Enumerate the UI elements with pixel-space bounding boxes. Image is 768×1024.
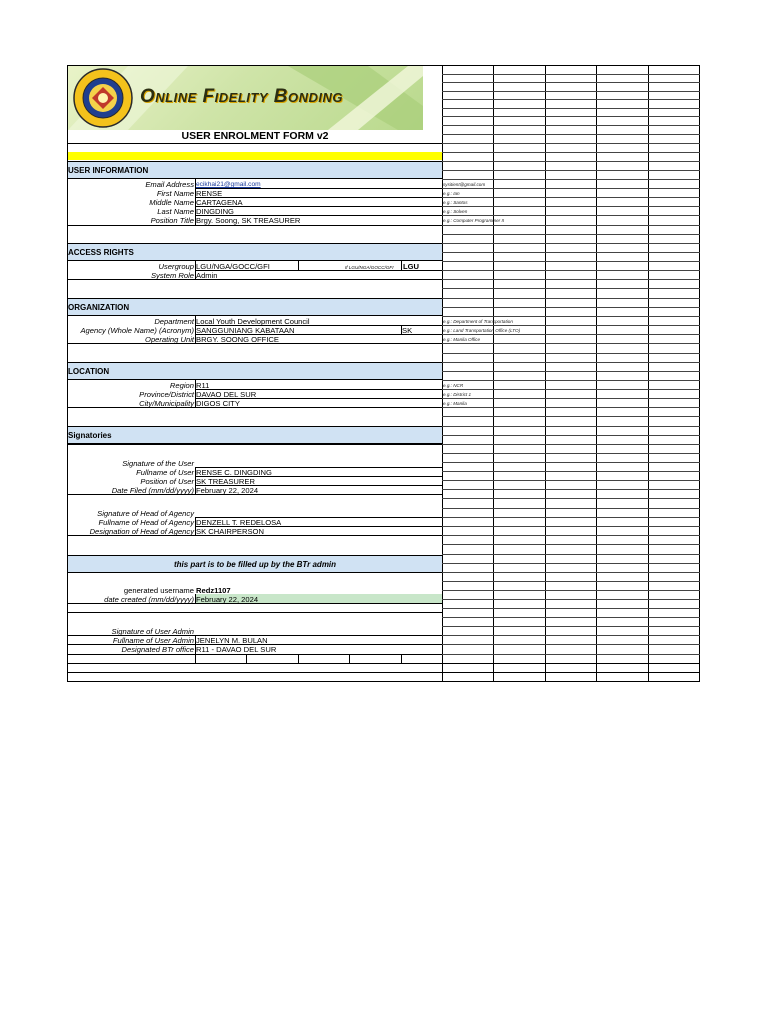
fullname-head-field[interactable]: DENZELL T. REDELOSA [196, 518, 282, 527]
banner [68, 66, 423, 130]
system-role-field[interactable]: Admin [196, 271, 218, 280]
form-title: USER ENROLMENT FORM v2 [181, 130, 329, 142]
department-field[interactable]: Local Youth Development Council [196, 317, 310, 326]
region-field[interactable]: R11 [196, 381, 210, 390]
section-access-rights: ACCESS RIGHTS [68, 243, 442, 261]
last-name-field[interactable]: DINGDING [196, 207, 234, 216]
city-hint: e.g.: Manila [443, 401, 467, 406]
usergroup-note: If LGU/NGA/GOCC/GFI [345, 265, 394, 270]
region-hint: e.g.: NCR [443, 383, 464, 388]
position-title-hint: e.g.: Computer Programmer II [443, 218, 505, 223]
last-name-hint: e.g.: Solven [443, 209, 468, 214]
agency-hint: e.g.: Land Transportation Office (LTO) [443, 328, 521, 333]
designation-head-field[interactable]: SK CHAIRPERSON [196, 527, 264, 536]
btr-office-label: Designated BTr office [121, 645, 194, 654]
treasury-seal-icon [72, 67, 134, 129]
generated-username-label: generated username [123, 586, 194, 595]
generated-username-field[interactable]: Redz1107 [196, 586, 231, 595]
region-label: Region [169, 381, 194, 390]
operating-unit-hint: e.g.: Manila Office [443, 337, 481, 342]
date-filed-label: Date Filed (mm/dd/yyyy) [111, 486, 194, 495]
last-name-label: Last Name [157, 207, 194, 216]
position-title-label: Position Title [150, 216, 194, 225]
fullname-head-label: Fullname of Head of Agency [98, 518, 194, 527]
middle-name-hint: e.g.: Santos [443, 200, 468, 205]
operating-unit-label: Operating Unit [145, 335, 194, 344]
position-user-label: Position of User [140, 477, 194, 486]
city-label: City/Municipality [139, 399, 194, 408]
operating-unit-field[interactable]: BRGY. SOONG OFFICE [196, 335, 279, 344]
position-user-field[interactable]: SK TREASURER [196, 477, 255, 486]
usergroup-field[interactable]: LGU/NGA/GOCC/GFI [196, 262, 270, 271]
section-admin: this part is to be filled up by the BTr admin [68, 555, 442, 573]
signature-user-label: Signature of the User [122, 459, 194, 468]
email-label: Email Address [145, 180, 194, 189]
system-role-label: System Role [150, 271, 194, 280]
province-label: Province/District [139, 390, 194, 399]
province-hint: e.g.: District 1 [443, 392, 472, 397]
designation-head-label: Designation of Head of Agency [89, 527, 194, 536]
section-user-information: USER INFORMATION [68, 161, 442, 179]
first-name-label: First Name [156, 189, 194, 198]
position-title-field[interactable]: Brgy. Soong, SK TREASURER [196, 216, 301, 225]
btr-office-field[interactable]: R11 - DAVAO DEL SUR [196, 645, 277, 654]
agency-field[interactable]: SANGGUNIANG KABATAAN [196, 326, 295, 335]
middle-name-label: Middle Name [149, 198, 194, 207]
banner-title: Online Fidelity Bonding [140, 86, 343, 107]
date-filed-field[interactable]: February 22, 2024 [196, 486, 259, 495]
section-signatories: Signatories [68, 426, 442, 444]
fullname-admin-label: Fullname of User Admin [112, 636, 194, 645]
first-name-field[interactable]: RENSE [196, 189, 223, 198]
signature-head-label: Signature of Head of Agency [97, 509, 194, 518]
section-organization: ORGANIZATION [68, 298, 442, 316]
middle-name-field[interactable]: CARTAGENA [196, 198, 243, 207]
department-hint: e.g.: Department of Transportation [443, 319, 513, 324]
department-label: Department [154, 317, 194, 326]
agency-acronym-field[interactable]: SK [402, 326, 413, 335]
first-name-hint: e.g.: Ian [443, 191, 460, 196]
agency-label: Agency (Whole Name) (Acronym) [80, 326, 194, 335]
fullname-admin-field[interactable]: JENELYN M. BULAN [196, 636, 268, 645]
usergroup-pick[interactable]: LGU [403, 262, 420, 271]
section-location: LOCATION [68, 362, 442, 380]
yellow-bar [68, 152, 442, 160]
fullname-user-label: Fullname of User [136, 468, 194, 477]
email-field[interactable]: ecikhai21@gmail.com [196, 181, 261, 188]
province-field[interactable]: DAVAO DEL SUR [196, 390, 257, 399]
date-created-label: date created (mm/dd/yyyy) [104, 595, 194, 604]
email-hint: sysitient@gmail.com [443, 182, 486, 187]
fullname-user-field[interactable]: RENSE C. DINGDING [196, 468, 272, 477]
usergroup-label: Usergroup [158, 262, 194, 271]
date-created-field[interactable]: February 22, 2024 [196, 595, 259, 604]
city-field[interactable]: DIGOS CITY [196, 399, 240, 408]
signature-admin-label: Signature of User Admin [111, 627, 194, 636]
